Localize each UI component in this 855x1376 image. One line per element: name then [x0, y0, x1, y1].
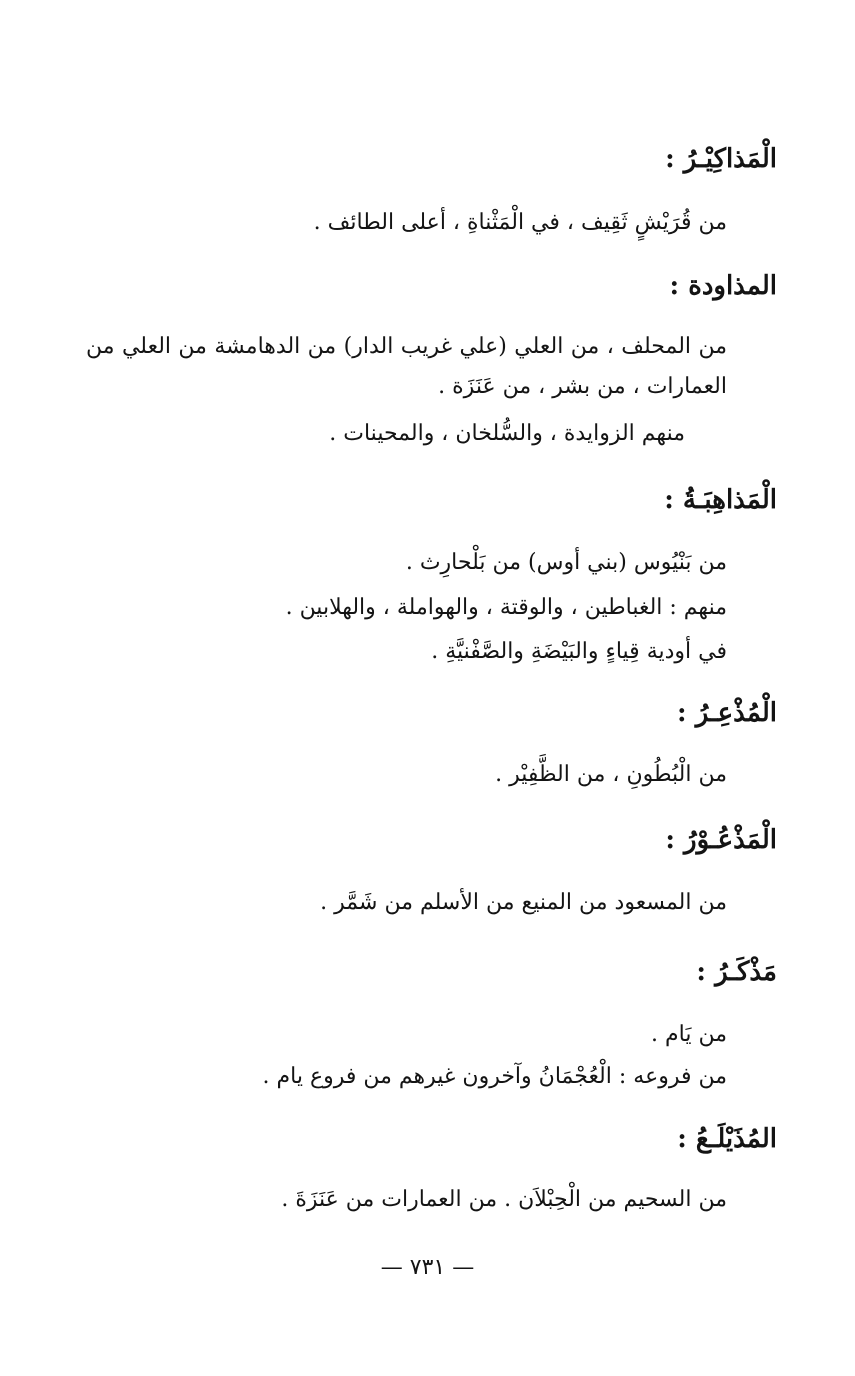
entry-line: من السحيم من الْحِبْلاَن . من العمارات من عَنَزَةَ .: [281, 1187, 727, 1212]
entry-line: منهم الزوايدة ، والسُّلخان ، والمحينات .: [329, 421, 685, 446]
entry-line: من بَنْيُوس (بني أوس) من بَلْحارِث .: [405, 550, 727, 575]
entry-heading: المذاودة :: [669, 271, 777, 301]
entry-heading: الْمَذْعُـوْرُ :: [665, 825, 777, 855]
page-number: — ٧٣١ —: [380, 1255, 475, 1280]
entry-line: من قُرَيْشٍ ثَقِيف ، في الْمَثْناةِ ، أعلى الطائف .: [313, 210, 727, 235]
entry-line: من المسعود من المنيع من الأسلم من شَمَّر .: [320, 890, 727, 915]
entry-heading: الْمَذاكِيْـرُ :: [665, 144, 777, 174]
entry-heading: الْمَذاهِبَـةُ :: [664, 485, 777, 515]
entry-line: العمارات ، من بشر ، من عَنَزَة .: [438, 374, 727, 399]
entry-heading: المُذَيْلَـعُ :: [677, 1124, 777, 1154]
entry-heading: الْمُذْعِـرُ :: [677, 698, 777, 728]
entry-line: من المحلف ، من العلي (علي غريب الدار) من الدهامشة من العلي من: [86, 334, 727, 359]
entry-line: من فروعه : الْعُجْمَانُ وآخرون غيرهم من فروع يام .: [262, 1064, 727, 1089]
entry-line: من يَام .: [651, 1022, 727, 1047]
entry-line: منهم : الغباطين ، والوقتة ، والهواملة ، والهلابين .: [285, 595, 727, 620]
entry-line: في أودية قِياءٍ والبَيْضَةِ والصَّفْنيَّةِ .: [431, 639, 727, 664]
entry-heading: مَذْكَـرُ :: [696, 957, 777, 987]
entry-line: من الْبُطُونِ ، من الظَّفِيْر .: [495, 762, 727, 787]
